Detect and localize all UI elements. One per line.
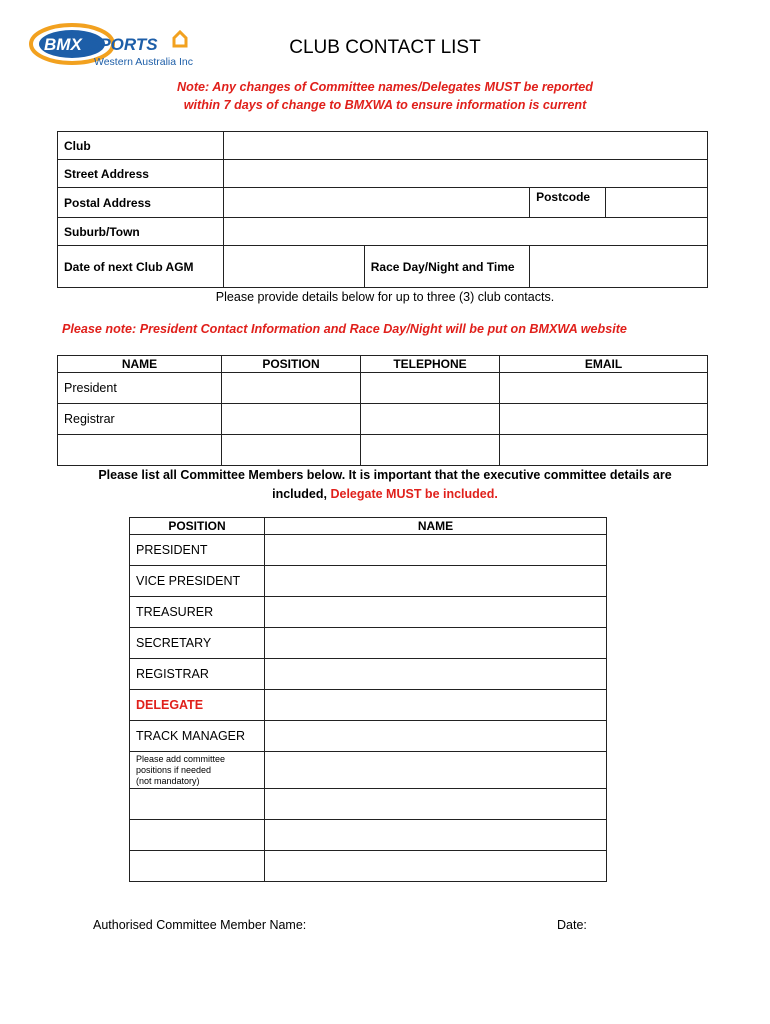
svg-text:Western Australia Inc: Western Australia Inc [94, 56, 194, 68]
committee-position: SECRETARY [130, 628, 265, 659]
table-row [130, 752, 607, 789]
postal-address-label: Postal Address [58, 188, 224, 218]
club-label: Club [58, 132, 224, 160]
table-row [130, 690, 607, 721]
table-row [58, 404, 708, 435]
extra-position-cell[interactable] [130, 789, 265, 820]
email-cell[interactable] [500, 373, 708, 404]
col-header-position: POSITION [130, 518, 265, 535]
col-header-email: EMAIL [500, 356, 708, 373]
col-header-position: POSITION [222, 356, 361, 373]
table-row [130, 789, 607, 820]
race-day-field[interactable] [530, 246, 708, 288]
telephone-cell[interactable] [361, 404, 500, 435]
committee-name-cell[interactable] [265, 820, 607, 851]
committee-instructions-line-2: included, Delegate MUST be included. [272, 487, 498, 501]
position-cell[interactable] [222, 435, 361, 466]
col-header-name: NAME [58, 356, 222, 373]
suburb-field[interactable] [223, 218, 707, 246]
contact-name-cell[interactable] [58, 435, 222, 466]
add-note-line-3: (not mandatory) [136, 775, 200, 786]
committee-name-cell[interactable] [265, 721, 607, 752]
contact-row-label: President [58, 373, 222, 404]
please-note-text: Please note: President Contact Information and Race Day/Night will be put on BMXWA website [62, 322, 627, 336]
committee-position: TRACK MANAGER [130, 721, 265, 752]
committee-table [129, 517, 607, 882]
race-day-label: Race Day/Night and Time [364, 246, 529, 288]
email-cell[interactable] [500, 404, 708, 435]
position-cell[interactable] [222, 404, 361, 435]
committee-position: TREASURER [130, 597, 265, 628]
committee-position: VICE PRESIDENT [130, 566, 265, 597]
telephone-cell[interactable] [361, 373, 500, 404]
extra-position-cell[interactable] [130, 851, 265, 882]
email-cell[interactable] [500, 435, 708, 466]
delegate-required-text: Delegate MUST be included. [330, 487, 498, 501]
telephone-cell[interactable] [361, 435, 500, 466]
extra-position-cell[interactable] [130, 820, 265, 851]
table-row [130, 721, 607, 752]
committee-name-cell[interactable] [265, 690, 607, 721]
note-line-1: Note: Any changes of Committee names/Delegates MUST be reported [177, 80, 593, 94]
table-row [130, 659, 607, 690]
table-row [130, 566, 607, 597]
col-header-name: NAME [265, 518, 607, 535]
committee-name-cell[interactable] [265, 789, 607, 820]
note-line-2: within 7 days of change to BMXWA to ensure information is current [183, 98, 587, 112]
committee-name-cell[interactable] [265, 535, 607, 566]
svg-text:BMX: BMX [44, 35, 82, 54]
committee-position-delegate: DELEGATE [130, 690, 265, 721]
committee-name-cell[interactable] [265, 566, 607, 597]
committee-position: REGISTRAR [130, 659, 265, 690]
contact-row-label: Registrar [58, 404, 222, 435]
committee-position: PRESIDENT [130, 535, 265, 566]
table-row [130, 820, 607, 851]
table-row [130, 535, 607, 566]
date-label: Date: [557, 918, 587, 932]
svg-text:SPORTS: SPORTS [88, 35, 158, 54]
club-details-table [57, 131, 708, 288]
committee-name-cell[interactable] [265, 752, 607, 789]
add-note-line-2: positions if needed [136, 764, 212, 775]
table-row [130, 851, 607, 882]
club-field[interactable] [223, 132, 707, 160]
agm-date-label: Date of next Club AGM [58, 246, 224, 288]
col-header-telephone: TELEPHONE [361, 356, 500, 373]
suburb-label: Suburb/Town [58, 218, 224, 246]
postcode-field[interactable] [605, 188, 707, 218]
contacts-table [57, 355, 708, 466]
street-address-field[interactable] [223, 160, 707, 188]
position-cell[interactable] [222, 373, 361, 404]
authorised-member-label: Authorised Committee Member Name: [93, 918, 307, 932]
committee-name-cell[interactable] [265, 628, 607, 659]
street-address-label: Street Address [58, 160, 224, 188]
committee-name-cell[interactable] [265, 659, 607, 690]
table-row [130, 628, 607, 659]
table-row [130, 597, 607, 628]
page-title: CLUB CONTACT LIST [289, 37, 481, 58]
postal-address-field[interactable] [223, 188, 529, 218]
add-positions-note [130, 752, 265, 789]
committee-name-cell[interactable] [265, 851, 607, 882]
postcode-label: Postcode [530, 188, 606, 218]
provide-details-text: Please provide details below for up to three (3) club contacts. [215, 290, 555, 304]
add-note-line-1: Please add committee [136, 753, 226, 764]
agm-date-field[interactable] [223, 246, 364, 288]
committee-instructions-line-1: Please list all Committee Members below. It is important that the executive committee details are [98, 468, 672, 482]
committee-name-cell[interactable] [265, 597, 607, 628]
table-row [58, 435, 708, 466]
table-row [58, 373, 708, 404]
